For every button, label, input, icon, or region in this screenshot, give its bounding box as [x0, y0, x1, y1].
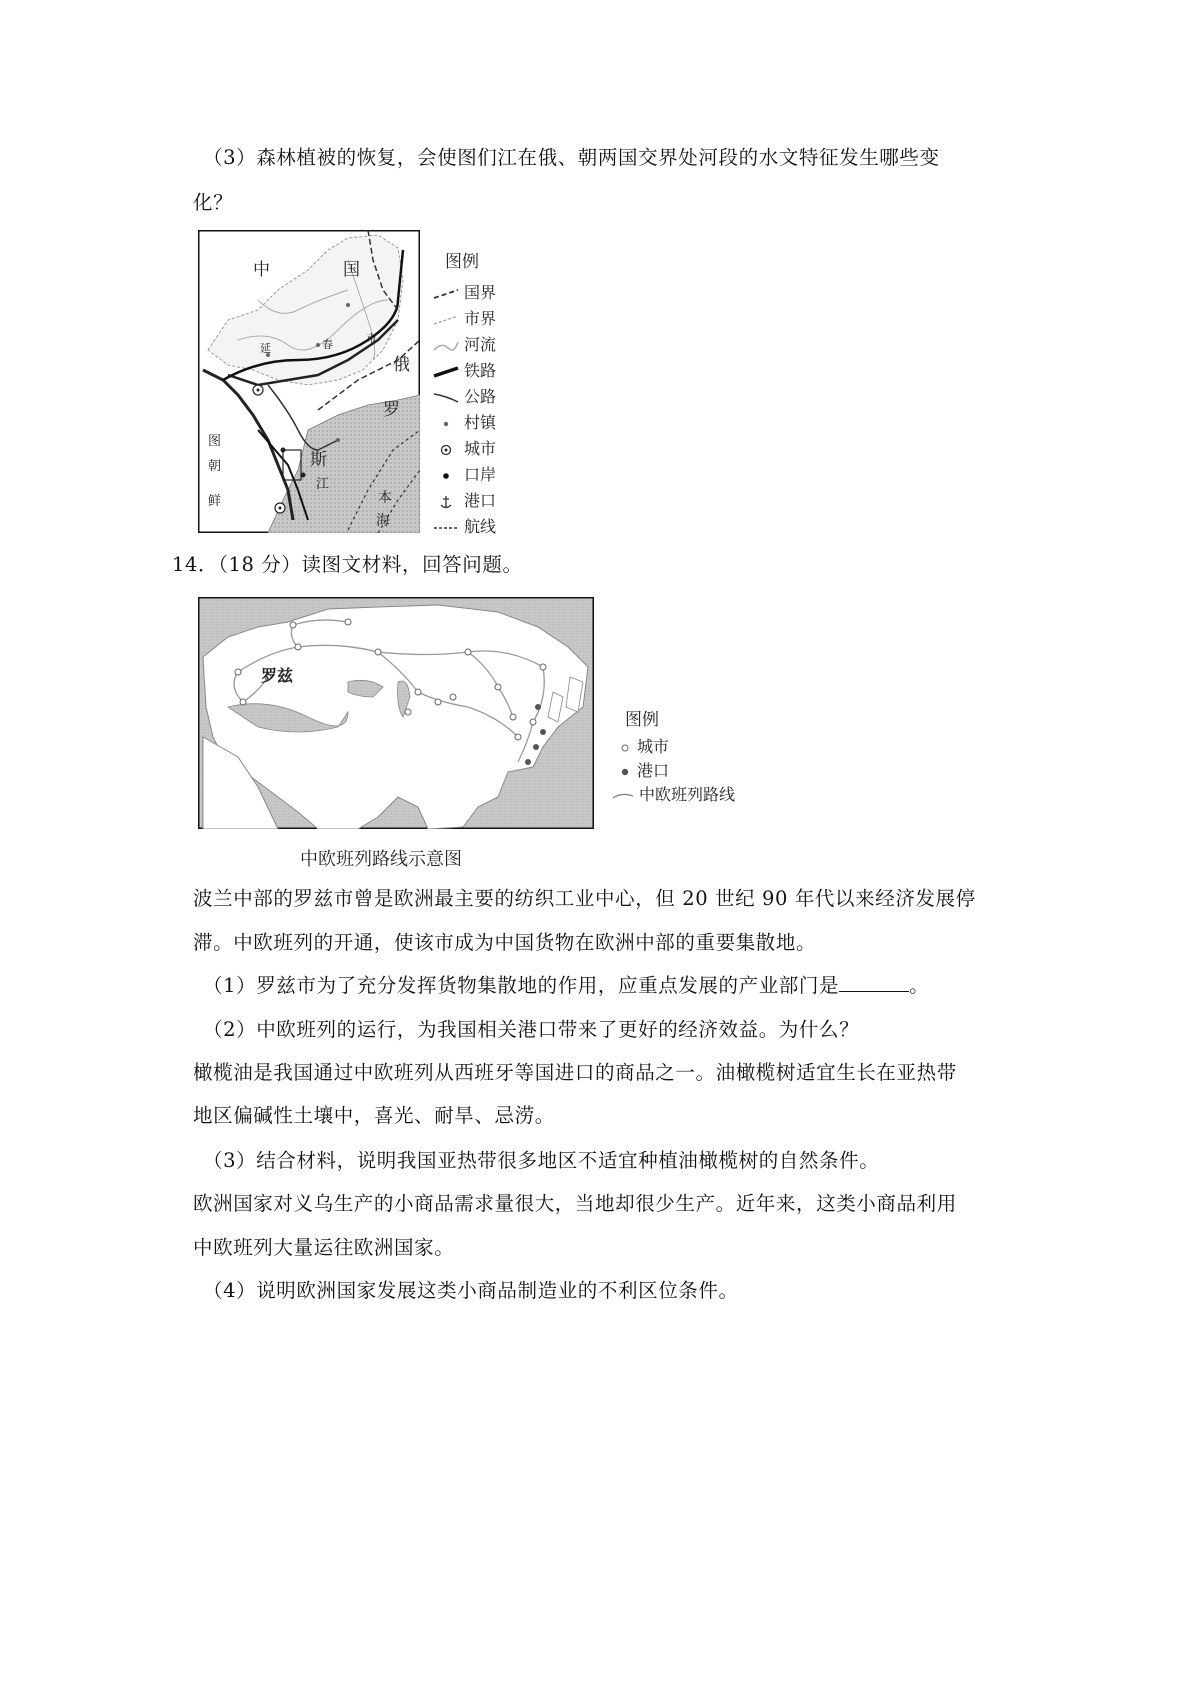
china-europe-railway-map [198, 597, 594, 829]
legend-railway [432, 358, 496, 381]
q14-2: （2）中欧班列的运行，为我国相关港口带来了更好的经济效益。为什么？ [203, 1018, 860, 1041]
border-icon [432, 286, 460, 302]
legend2-harbor [617, 758, 669, 781]
map1-legend-title: 图例 [445, 252, 479, 272]
map-label-si: 斯 [310, 450, 327, 470]
q14-1 [203, 973, 929, 999]
q14-header: 14．（18 分）读图文材料，回答问题。 [172, 553, 523, 576]
legend-label: 河流 [464, 335, 497, 354]
highway-icon [432, 390, 460, 406]
legend-town [432, 410, 496, 433]
para1-line2: 滞。中欧班列的开通，使该市成为中国货物在欧洲中部的重要集散地。 [193, 931, 817, 954]
legend-shipping-route [432, 514, 496, 537]
map-label-yan: 延 [260, 342, 271, 355]
q13-3-line1: （3）森林植被的恢复，会使图们江在俄、朝两国交界处河段的水文特征发生哪些变 [203, 146, 940, 169]
para2-line2: 地区偏碱性土壤中，喜光、耐旱、忌涝。 [193, 1104, 555, 1127]
q14-4: （4）说明欧洲国家发展这类小商品制造业的不利区位条件。 [203, 1279, 739, 1302]
map-label-hai: 海 [376, 513, 390, 529]
legend-highway [432, 384, 496, 407]
port-of-entry-icon [432, 468, 460, 484]
legend-label: 口岸 [464, 465, 497, 484]
answer-blank[interactable] [839, 975, 909, 992]
para2-line1: 橄榄油是我国通过中欧班列从西班牙等国进口的商品之一。油橄榄树适宜生长在亚热带 [193, 1061, 957, 1084]
para1-line1: 波兰中部的罗兹市曾是欧洲最主要的纺织工业中心，但 20 世纪 90 年代以来经济发展停 [193, 887, 976, 910]
legend-label: 市界 [464, 309, 497, 328]
q13-3-line2: 化？ [193, 191, 234, 214]
map-label-guo: 国 [343, 260, 360, 280]
para3-line2: 中欧班列大量运往欧洲国家。 [193, 1236, 455, 1259]
map-label-e: 俄 [393, 355, 410, 375]
city-icon [617, 740, 633, 756]
figure-caption: 中欧班列路线示意图 [300, 849, 462, 870]
legend-border [432, 280, 496, 303]
tumen-river-map [198, 230, 420, 533]
harbor-icon [617, 764, 633, 780]
legend-label: 村镇 [464, 413, 497, 432]
map-label-lodz: 罗兹 [261, 666, 294, 685]
legend-label: 航线 [464, 517, 497, 536]
legend-label: 公路 [464, 387, 497, 406]
legend-port-of-entry [432, 462, 496, 485]
legend-label: 铁路 [464, 361, 497, 380]
route-icon [611, 788, 635, 804]
q14-3: （3）结合材料，说明我国亚热带很多地区不适宜种植油橄榄树的自然条件。 [203, 1149, 880, 1172]
city-border-icon [432, 312, 460, 328]
legend-city-border [432, 306, 496, 329]
river-icon [432, 338, 460, 354]
map-label-xian: 鲜 [208, 494, 222, 509]
legend-label: 国界 [464, 283, 497, 302]
map2-legend-title: 图例 [625, 710, 659, 730]
map-label-jiang: 江 [316, 477, 330, 492]
town-icon [432, 416, 460, 432]
map-label-tu: 图 [208, 434, 222, 449]
map-label-zhong: 中 [253, 260, 270, 280]
shipping-route-icon [432, 520, 460, 536]
railway-icon [432, 364, 460, 380]
map-label-shi: 市 [366, 332, 377, 345]
legend-river [432, 332, 496, 355]
city-icon [432, 442, 460, 458]
legend-city [432, 436, 496, 459]
q14-1-text: （1）罗兹市为了充分发挥货物集散地的作用，应重点发展的产业部门是 [203, 974, 840, 997]
legend-label: 城市 [464, 439, 497, 458]
map-label-luo: 罗 [383, 400, 400, 420]
map-label-chun: 春 [322, 338, 333, 351]
map-label-ben: 本 [378, 490, 392, 506]
legend2-city [617, 734, 669, 757]
legend-label: 港口 [637, 761, 670, 780]
legend-label: 城市 [637, 737, 670, 756]
legend2-route [611, 782, 735, 805]
para3-line1: 欧洲国家对义乌生产的小商品需求量很大，当地却很少生产。近年来，这类小商品利用 [193, 1192, 957, 1215]
legend-harbor [432, 488, 496, 511]
harbor-icon [432, 494, 460, 510]
q14-1-end: 。 [909, 974, 930, 997]
legend-label: 港口 [464, 491, 497, 510]
legend-label: 中欧班列路线 [639, 785, 736, 804]
map-label-chao: 朝 [208, 459, 222, 474]
